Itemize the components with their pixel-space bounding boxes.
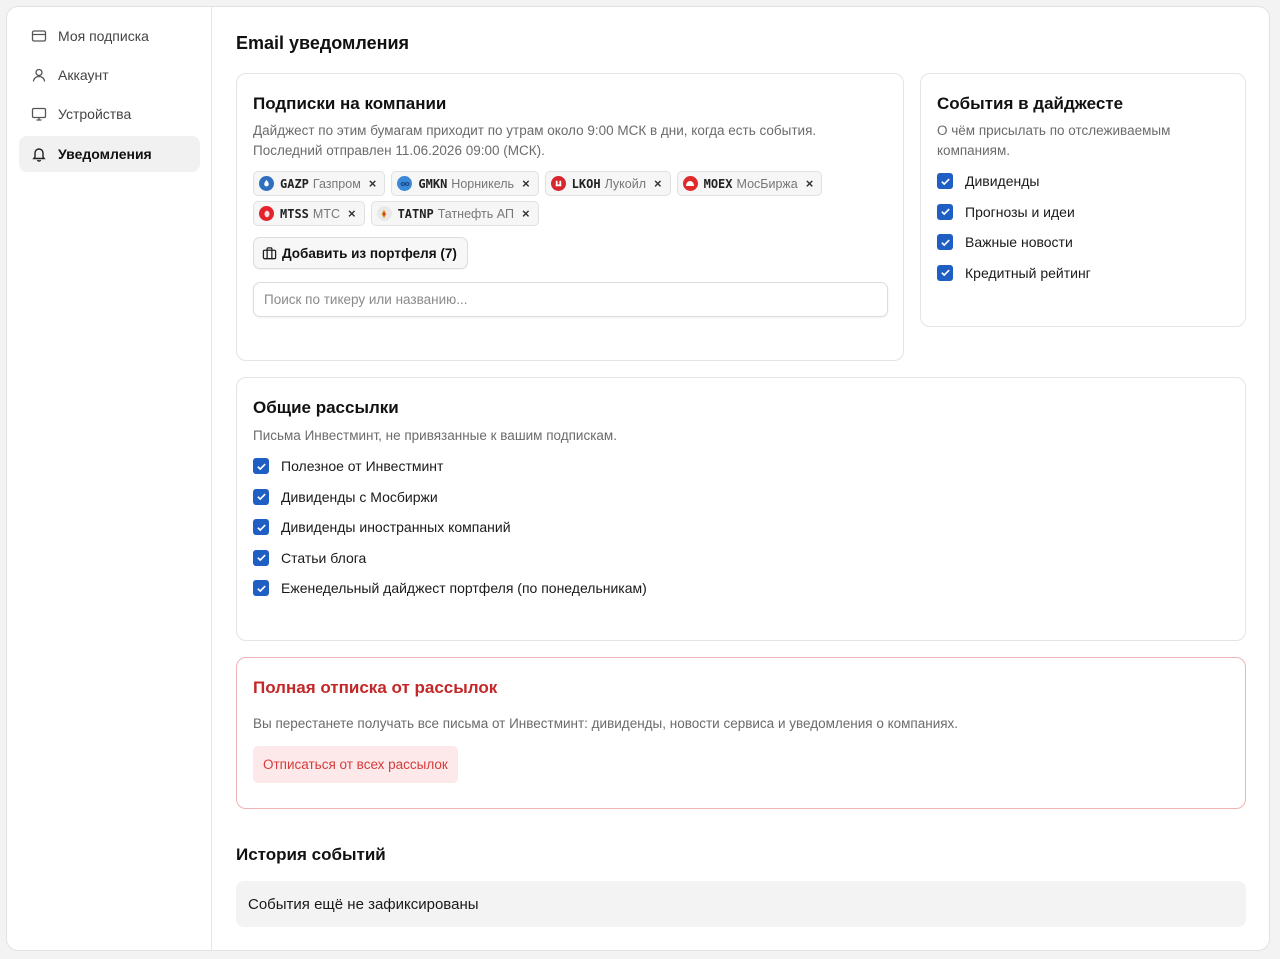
sidebar [7,7,212,950]
digest-option-news[interactable]: Важные новости [937,227,1091,258]
card-description: Вы перестанете получать все письма от Инвестминт: дивиденды, новости сервиса и уведомления о компаниях. [253,716,959,731]
company-chips [253,171,853,231]
remove-chip-button[interactable]: × [521,206,530,221]
card-icon [31,28,47,44]
checkbox-checked-icon[interactable] [253,519,269,535]
card-description: Дайджест по этим бумагам приходит по утрам около 9:00 МСК в дни, когда есть события. Последний отправлен 11.06.2026 09:00 (МСК). [253,123,817,158]
remove-chip-button[interactable]: × [368,176,377,191]
card-title: Полная отписка от рассылок [253,678,498,697]
general-option-blog[interactable]: Статьи блога [253,543,647,574]
checkbox-checked-icon[interactable] [253,489,269,505]
sidebar-item-label: Устройства [58,106,132,122]
checkbox-checked-icon[interactable] [937,234,953,250]
card-description: О чём присылать по отслеживаемым компаниям. [937,123,1171,158]
add-from-portfolio-button[interactable]: Добавить из портфеля (7) [253,237,468,269]
company-chip-gazp: GAZP Газпром × [253,171,385,196]
moex-logo-icon [683,176,698,191]
general-option-moex-dividends[interactable]: Дивиденды с Мосбиржи [253,482,647,513]
company-chip-lkoh: LKOH Лукойл × [545,171,671,196]
remove-chip-button[interactable]: × [805,176,814,191]
sidebar-item-subscription[interactable] [19,18,200,54]
company-subscriptions-card [236,73,904,361]
monitor-icon [31,106,47,122]
history-empty-state: События ещё не зафиксированы [236,881,1246,927]
history-title: История событий [236,845,386,864]
briefcase-icon [262,246,277,261]
remove-chip-button[interactable]: × [654,176,662,191]
lukoil-logo-icon [551,176,566,191]
general-options [253,451,647,604]
checkbox-checked-icon[interactable] [937,173,953,189]
tatneft-logo-icon [377,206,392,221]
sidebar-item-label: Аккаунт [58,67,109,83]
sidebar-item-label: Моя подписка [58,28,149,44]
bell-icon [31,146,47,162]
sidebar-item-devices[interactable] [19,96,200,132]
general-option-useful[interactable]: Полезное от Инвестминт [253,451,647,482]
general-mailings-card [236,377,1246,641]
remove-chip-button[interactable]: × [522,176,530,191]
card-title: Подписки на компании [253,94,447,113]
company-chip-moex: MOEX МосБиржа × [677,171,823,196]
sidebar-item-label: Уведомления [58,146,152,162]
digest-option-credit-rating[interactable]: Кредитный рейтинг [937,258,1091,289]
unsubscribe-all-button[interactable]: Отписаться от всех рассылок [253,746,458,783]
sidebar-item-account[interactable] [19,57,200,93]
company-chip-tatnp: TATNP Татнефть АП × [371,201,539,226]
checkbox-checked-icon[interactable] [253,550,269,566]
digest-option-dividends[interactable]: Дивиденды [937,166,1091,197]
sidebar-item-notifications[interactable] [19,136,200,172]
checkbox-checked-icon[interactable] [253,580,269,596]
user-icon [31,67,47,83]
company-chip-mtss: MTSS МТС × [253,201,365,226]
main-content [212,7,1269,950]
digest-option-forecasts[interactable]: Прогнозы и идеи [937,197,1091,228]
gazprom-logo-icon [259,176,274,191]
digest-events-card [920,73,1246,327]
card-description: Письма Инвестминт, не привязанные к вашим подпискам. [253,428,617,443]
company-chip-gmkn: GMKN Норникель × [391,171,538,196]
company-search-input[interactable] [253,282,888,317]
page-title: Email уведомления [236,33,410,53]
unsubscribe-card [236,657,1246,809]
digest-options [937,166,1091,288]
checkbox-checked-icon[interactable] [937,204,953,220]
app-window [6,6,1270,951]
remove-chip-button[interactable]: × [347,206,356,221]
general-option-foreign-dividends[interactable]: Дивиденды иностранных компаний [253,512,647,543]
mts-logo-icon [259,206,274,221]
card-title: События в дайджесте [937,94,1124,113]
checkbox-checked-icon[interactable] [937,265,953,281]
nornickel-logo-icon [397,176,412,191]
general-option-weekly-digest[interactable]: Еженедельный дайджест портфеля (по понедельникам) [253,573,647,604]
checkbox-checked-icon[interactable] [253,458,269,474]
card-title: Общие рассылки [253,398,399,417]
